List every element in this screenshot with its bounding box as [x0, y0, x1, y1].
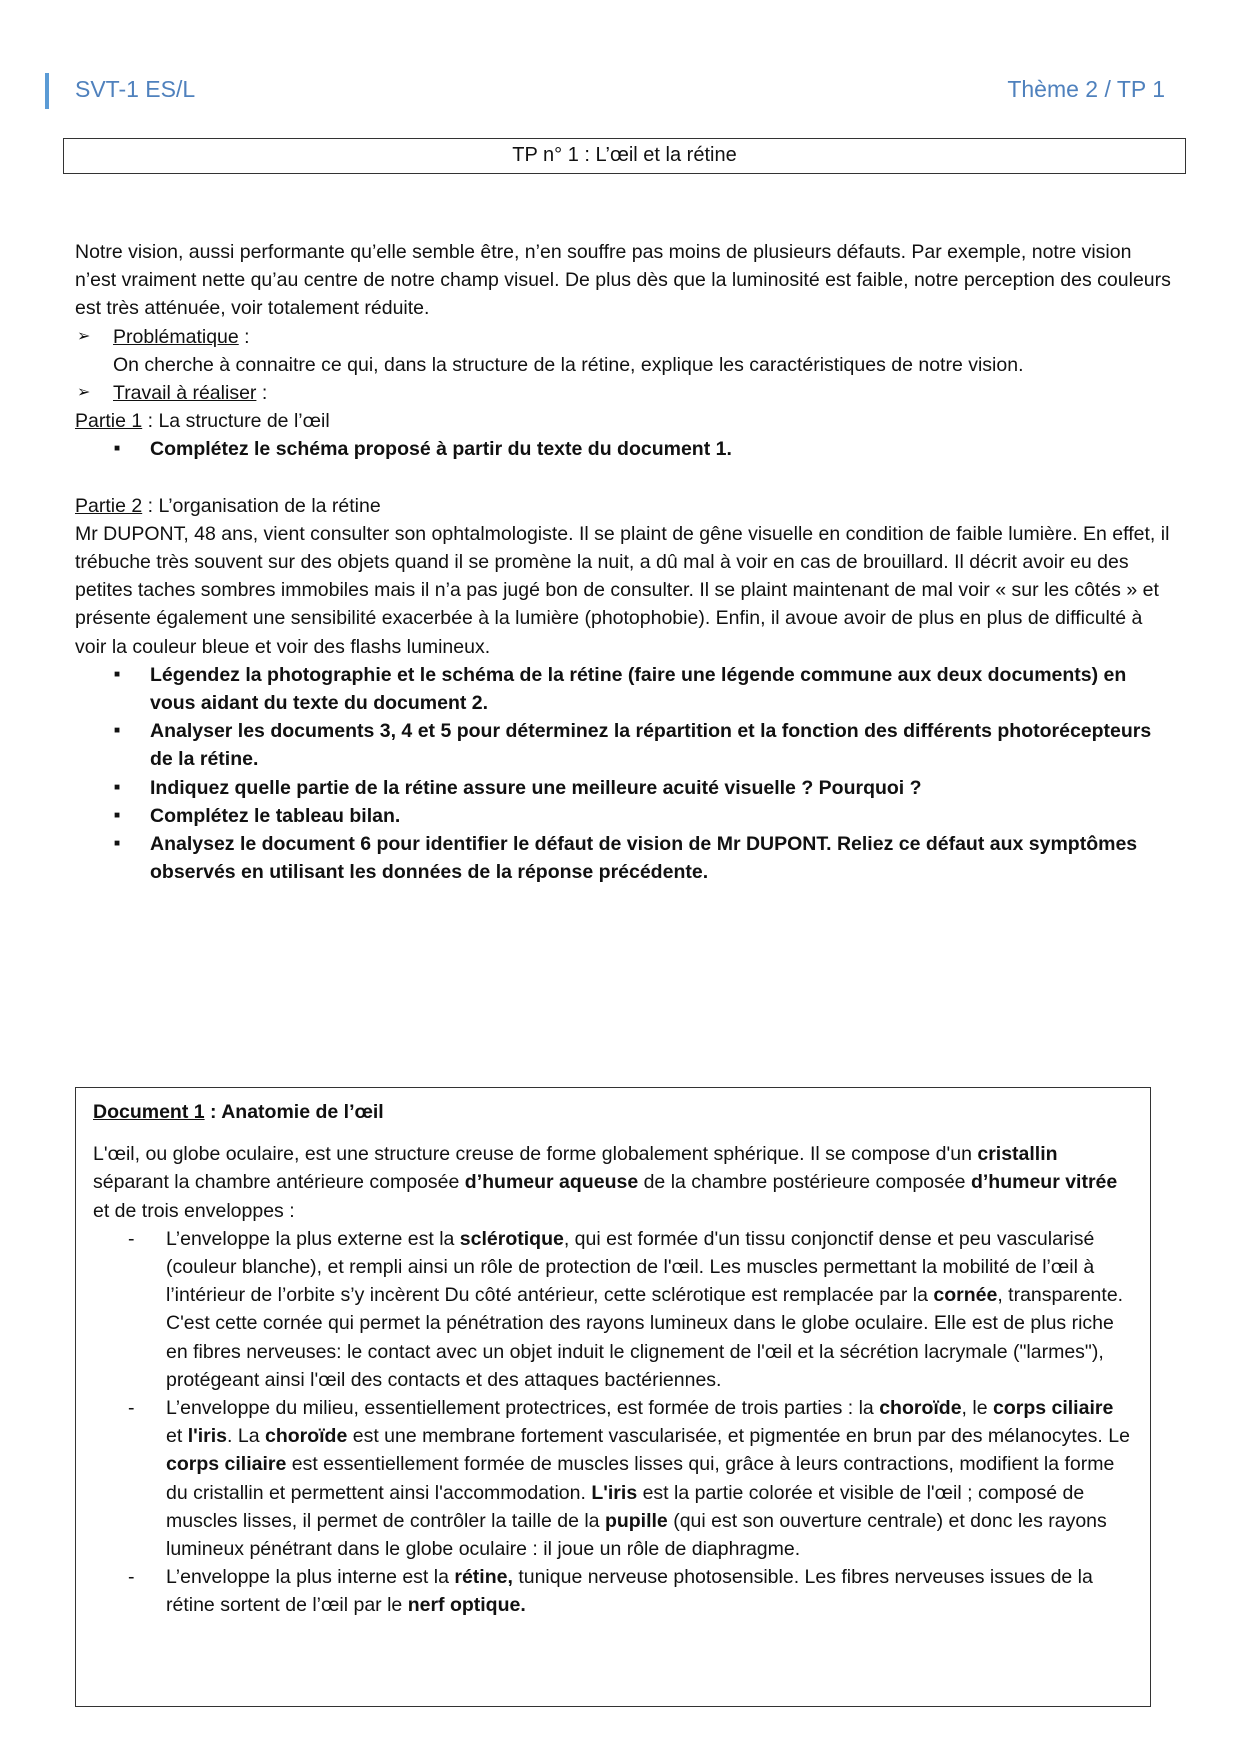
- document1-label: Document 1: [93, 1101, 205, 1123]
- partie1-label: Partie 1: [75, 410, 143, 433]
- document1-box: [75, 1087, 1151, 1707]
- page-title: TP n° 1 : L’œil et la rétine: [63, 138, 1186, 174]
- envelope-item-middle: - L’enveloppe du milieu, essentiellement protectrices, est formée de trois parties : la choroïde, le corps ciliaire et l'iris. La choroïde est une membrane fortement vascularisée, et pigmentée en brun par des mélanocytes. Le corps ciliaire est essentiellement formée de muscles lisses qui, grâce à leurs contractions, modifient la forme du cristallin et permettent ainsi l'accommodation. L'iris est la partie colorée et visible de l'œil ; composé de muscles lisses, il permet de contrôler la taille de la pupille (qui est son ouverture centrale) et donc les rayons lumineux pénétrant dans le globe oculaire : il joue un rôle de diaphragme.: [166, 1394, 1132, 1563]
- term-retine: rétine,: [454, 1566, 513, 1589]
- arrow-bullet-icon: ➢: [77, 384, 91, 402]
- intro-paragraph: Notre vision, aussi performante qu’elle semble être, n’en souffre pas moins de plusieurs défauts. Par exemple, notre vision n’est vraiment nette qu’au centre de notre champ visuel. De plus dès que la luminosité est faible, notre perception des couleurs est très atténuée, voir totalement réduite.: [75, 241, 1171, 320]
- document1-heading: [93, 1098, 1132, 1126]
- partie2-text: Mr DUPONT, 48 ans, vient consulter son ophtalmologiste. Il se plaint de gêne visuelle en condition de faible lumière. En effet, il trébuche très souvent sur des objets quand il se promène la nuit, a dû mal à voir en cas de brouillard. Il décrit avoir eu des petites taches sombres immobiles mais il n’a pas jugé bon de consulter. Il se plaint maintenant de mal voir « sur les côtés » et présente également une sensibilité exacerbée à la lumière (photophobie). Enfin, il avoue avoir de plus en plus de difficulté à voir la couleur bleue et voir des flashs lumineux.: [75, 522, 1170, 658]
- partie2-heading: [75, 492, 1175, 520]
- term-pupille: pupille: [604, 1509, 668, 1532]
- partie1-heading: [75, 407, 1175, 435]
- partie2-task: ■ Indiquez quelle partie de la rétine assure une meilleure acuité visuelle ? Pourquoi ?: [150, 774, 1175, 802]
- term-corps-ciliaire: corps ciliaire: [992, 1397, 1114, 1420]
- partie1-title: : La structure de l’œil: [142, 410, 330, 433]
- document1-intro: L'œil, ou globe oculaire, est une structure creuse de forme globalement sphérique. Il se compose d'un cristallin séparant la chambre antérieure composée d’humeur aqueuse de la chambre postérieure composée d’humeur vitrée et de trois enveloppes :: [93, 1143, 1118, 1222]
- envelope-item-outer: - L’enveloppe la plus externe est la sclérotique, qui est formée d'un tissu conjonctif dense et peu vascularisé (couleur blanche), et rempli ainsi un rôle de protection de l'œil. Les muscles permettant la mobilité de l’œil à l’intérieur de l’orbite s’y incèrent Du côté antérieur, cette sclérotique est remplacée par la cornée, transparente. C'est cette cornée qui permet la pénétration des rayons lumineux dans le globe oculaire. Elle est de plus riche en fibres nerveuses: le contact avec un objet induit le clignement de l'œil et la sécrétion lacrymale ("larmes"), protégeant ainsi l'œil des contacts et des attaques bactériennes.: [166, 1225, 1132, 1394]
- term-nerf-optique: nerf optique.: [407, 1594, 526, 1617]
- term-choroide: choroïde: [264, 1425, 348, 1448]
- theme-label: Thème 2 / TP 1: [1007, 76, 1165, 102]
- term-choroide: choroïde: [879, 1397, 962, 1420]
- header-accent-bar: [45, 73, 49, 109]
- partie1-task: ■ Complétez le schéma proposé à partir du texte du document 1.: [150, 435, 1175, 463]
- term-corps-ciliaire: corps ciliaire: [166, 1453, 287, 1476]
- partie1-task-list: [75, 435, 1175, 463]
- partie2-task-list: [75, 661, 1175, 887]
- partie2-task: ■ Analyser les documents 3, 4 et 5 pour déterminez la répartition et la fonction des différents photorécepteurs de la rétine.: [150, 717, 1175, 773]
- travail-heading: [75, 379, 1175, 407]
- main-content: [75, 238, 1175, 886]
- document1-envelope-list: [93, 1225, 1132, 1620]
- travail-label: Travail à réaliser: [113, 382, 257, 405]
- term-humeur-vitree: d’humeur vitrée: [970, 1171, 1118, 1194]
- term-cornee: cornée: [933, 1284, 998, 1307]
- partie2-label: Partie 2: [75, 494, 143, 517]
- document1-title: : Anatomie de l’œil: [204, 1101, 384, 1123]
- problematique-heading: [75, 323, 1175, 351]
- partie2-task: ■ Complétez le tableau bilan.: [150, 802, 1175, 830]
- arrow-bullet-icon: ➢: [77, 327, 91, 345]
- course-label: SVT-1 ES/L: [75, 76, 196, 102]
- term-sclerotique: sclérotique: [459, 1227, 564, 1250]
- term-cristallin: cristallin: [977, 1143, 1058, 1166]
- term-iris: l'iris: [187, 1425, 228, 1448]
- term-humeur-aqueuse: d’humeur aqueuse: [464, 1171, 639, 1194]
- term-iris: L'iris: [591, 1481, 638, 1504]
- envelope-item-inner: - L’enveloppe la plus interne est la rétine, tunique nerveuse photosensible. Les fibres nerveuses issues de la rétine sortent de l’œil par le nerf optique.: [166, 1563, 1132, 1619]
- problematique-text: On cherche à connaitre ce qui, dans la structure de la rétine, explique les caractéristiques de notre vision.: [113, 353, 1024, 376]
- problematique-label: Problématique: [113, 325, 239, 348]
- partie2-title: : L’organisation de la rétine: [142, 494, 381, 517]
- travail-sep: :: [256, 382, 268, 405]
- problematique-sep: :: [238, 325, 250, 348]
- partie2-task: ■ Analysez le document 6 pour identifier le défaut de vision de Mr DUPONT. Reliez ce défaut aux symptômes observés en utilisant les données de la réponse précédente.: [150, 830, 1175, 886]
- partie2-task: ■ Légendez la photographie et le schéma de la rétine (faire une légende commune aux deux documents) en vous aidant du texte du document 2.: [150, 661, 1175, 717]
